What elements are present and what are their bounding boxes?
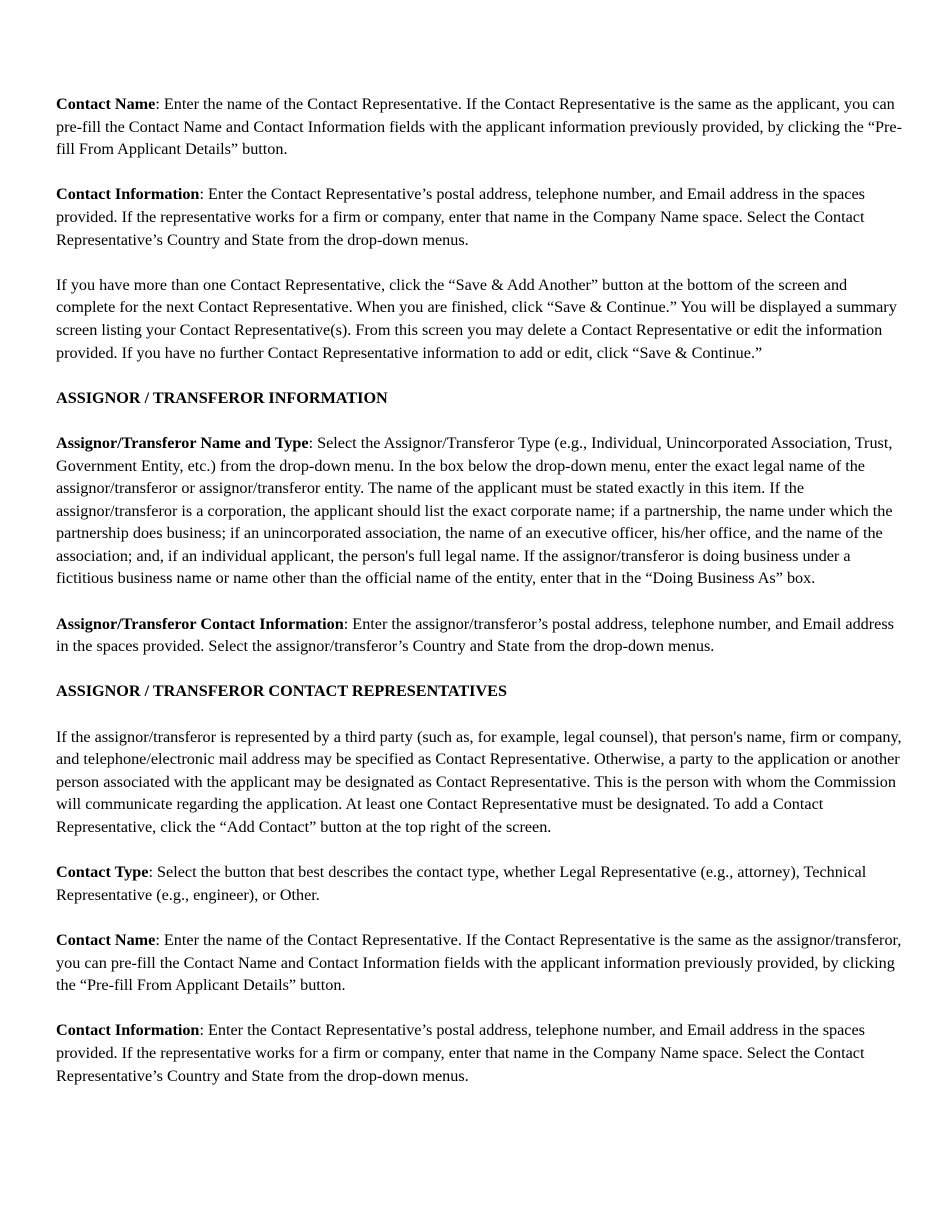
paragraph-term: Contact Information bbox=[56, 1021, 200, 1040]
paragraph-term: Contact Type bbox=[56, 863, 149, 882]
paragraph-assignor-contact-information bbox=[56, 613, 906, 658]
section-heading-assignor-contact-representatives: ASSIGNOR / TRANSFEROR CONTACT REPRESENTATIVES bbox=[56, 682, 507, 701]
paragraph-body: : Select the button that best describes the contact type, whether Legal Representative (e.g., attorney), Technical Representative (e.g., engineer), or Other. bbox=[56, 863, 867, 904]
paragraph-contact-information bbox=[56, 183, 906, 251]
paragraph-contact-type bbox=[56, 861, 906, 906]
paragraph-multiple-representatives bbox=[56, 274, 906, 364]
paragraph-assignor-name-and-type bbox=[56, 432, 906, 590]
paragraph-body: : Enter the name of the Contact Representative. If the Contact Representative is the same as the applicant, you can pre-fill the Contact Name and Contact Information fields with the applicant information previously provided, by clicking the “Pre-fill From Applicant Details” button. bbox=[56, 95, 903, 159]
paragraph-term: Contact Name bbox=[56, 930, 156, 949]
paragraph-term: Assignor/Transferor Name and Type bbox=[56, 433, 309, 452]
paragraph-term: Contact Information bbox=[56, 185, 200, 204]
section-heading-assignor-information: ASSIGNOR / TRANSFEROR INFORMATION bbox=[56, 388, 388, 407]
paragraph-term: Assignor/Transferor Contact Information bbox=[56, 614, 344, 633]
paragraph-representation-overview bbox=[56, 726, 906, 839]
paragraph-contact-information-assignor bbox=[56, 1019, 906, 1087]
paragraph-body: If you have more than one Contact Representative, click the “Save & Add Another” button at the bottom of the screen and complete for the next Contact Representative. When you are finished, click “Save & Continue.” You will be displayed a summary screen listing your Contact Representative(s). From this screen you may delete a Contact Representative or edit the information provided. If you have no further Contact Representative information to add or edit, click “Save & Continue.” bbox=[56, 275, 897, 362]
paragraph-body: : Enter the Contact Representative’s postal address, telephone number, and Email address in the spaces provided. If the representative works for a firm or company, enter that name in the Company Name space. Select the Contact Representative’s Country and State from the drop-down menus. bbox=[56, 1021, 865, 1085]
paragraph-contact-name-assignor bbox=[56, 929, 906, 997]
paragraph-body: : Enter the assignor/transferor’s postal address, telephone number, and Email address in the spaces provided. Select the assignor/transferor’s Country and State from the drop-down menus. bbox=[56, 614, 894, 656]
paragraph-body: : Enter the name of the Contact Representative. If the Contact Representative is the same as the assignor/transferor, you can pre-fill the Contact Name and Contact Information fields with the applicant information previously provided, by clicking the “Pre-fill From Applicant Details” button. bbox=[56, 930, 902, 995]
paragraph-contact-name bbox=[56, 93, 906, 161]
paragraph-body: If the assignor/transferor is represented by a third party (such as, for example, legal counsel), that person's name, firm or company, and telephone/electronic mail address may be specified as Contact Representative. Otherwise, a party to the application or another person associated with the applicant may be designated as Contact Representative. This is the person with whom the Commission will communicate regarding the application. At least one Contact Representative must be designated. To add a Contact Representative, click the “Add Contact” button at the top right of the screen. bbox=[56, 727, 902, 836]
paragraph-body: : Enter the Contact Representative’s postal address, telephone number, and Email address in the spaces provided. If the representative works for a firm or company, enter that name in the Company Name space. Select the Contact Representative’s Country and State from the drop-down menus. bbox=[56, 185, 865, 249]
paragraph-body: : Select the Assignor/Transferor Type (e.g., Individual, Unincorporated Association, Trust, Government Entity, etc.) from the drop-down menu. In the box below the drop-down menu, enter the exact legal name of the assignor/transferor or assignor/transferor entity. The name of the applicant must be stated exactly in this item. If the assignor/transferor is a corporation, the applicant should list the exact corporate name; if a partnership, the name under which the partnership does business; if an unincorporated association, the name of an executive officer, his/her office, and the name of the association; and, if an individual applicant, the person's full legal name. If the assignor/transferor is doing business under a fictitious business name or name other than the official name of the entity, enter that in the “Doing Business As” box. bbox=[56, 433, 893, 588]
paragraph-term: Contact Name bbox=[56, 95, 156, 113]
document-page bbox=[56, 93, 906, 1110]
